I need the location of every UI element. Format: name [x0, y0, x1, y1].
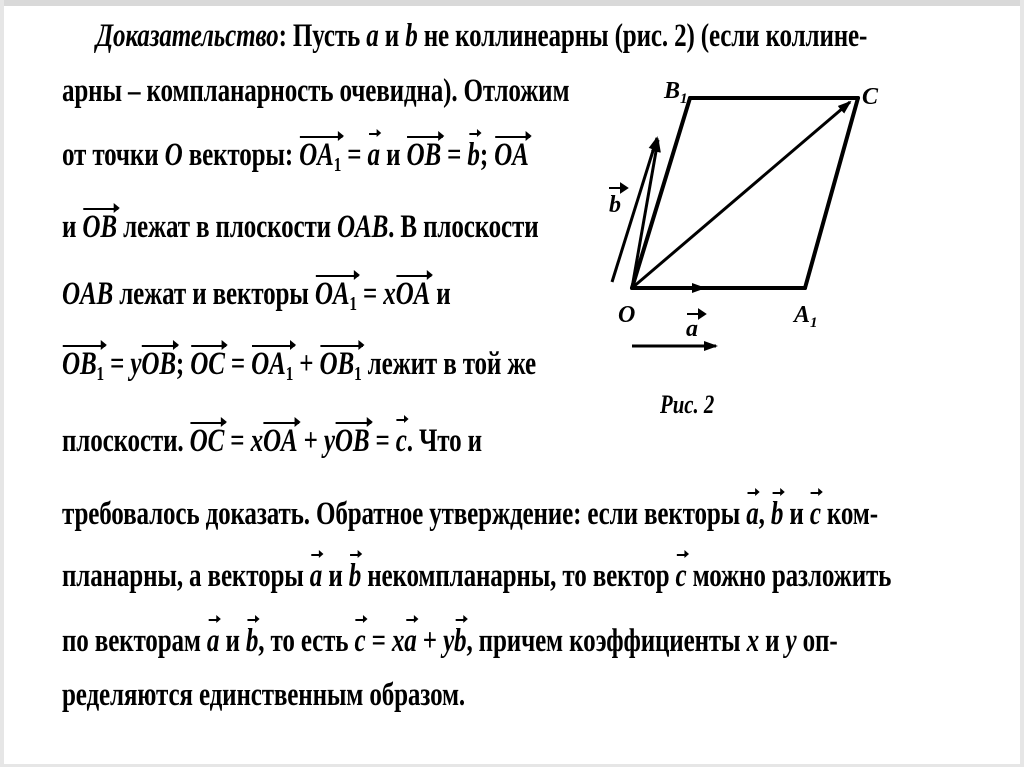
subscript: 1 [349, 293, 357, 315]
text-fragment: = [365, 623, 392, 659]
vector-a: a [404, 623, 417, 659]
text-fragment: лежат и векторы [113, 276, 315, 312]
label-vector-b: b [609, 192, 621, 218]
text-fragment: и [783, 496, 810, 532]
text-fragment: ; [175, 346, 191, 382]
overarrow-b-head [621, 184, 627, 192]
vector-OA: OA [494, 137, 529, 173]
vector-OA: OA [395, 276, 431, 312]
text-fragment: , [758, 496, 771, 532]
text-fragment: можно разложить [686, 558, 892, 594]
label-vector-a: a [686, 316, 698, 342]
text-fragment: лежит в той же [361, 346, 537, 382]
text-fragment: и [62, 209, 83, 245]
text-fragment: . Что и [406, 423, 482, 459]
text-fragment: некомпланарны, то вектор [361, 558, 676, 594]
text-fragment: = [369, 423, 396, 459]
text-fragment: OB [319, 346, 355, 382]
coef-y: y [443, 623, 455, 659]
var-b: b [405, 18, 418, 54]
text-fragment: OA [314, 276, 350, 312]
label-O: O [618, 302, 636, 328]
vector-b: b [454, 623, 467, 659]
text-fragment: планарны, а векторы [62, 558, 310, 594]
plane-OAB: OAB [337, 209, 389, 245]
coef-x: x [746, 623, 759, 659]
point-O: O [164, 137, 183, 173]
vector-c: c [675, 558, 687, 594]
vector-OB: OB [334, 423, 370, 459]
label-C: C [862, 84, 879, 110]
coef-y: y [785, 623, 797, 659]
coef-x: x [383, 276, 396, 312]
vector-b: b [348, 558, 362, 594]
vector-OA: OA [262, 423, 298, 459]
plane-OAB: OAB [62, 276, 114, 312]
vector-c: c [395, 423, 407, 459]
text-fragment: от точки [62, 137, 165, 173]
var-a: a [366, 18, 379, 54]
text-fragment: не коллинеарны (рис. 2) (если коллине- [417, 18, 868, 54]
text-fragment: ком- [820, 496, 878, 532]
text-fragment: + [416, 623, 444, 659]
coef-y: y [130, 346, 142, 382]
subscript: 1 [96, 363, 105, 385]
label-B1: $B_1$ [664, 78, 688, 107]
text-fragment: . В плоскости [388, 209, 539, 245]
text-fragment: и [378, 18, 406, 54]
text-fragment: + [297, 423, 324, 459]
label-A1: $A_1$ [794, 302, 818, 331]
text-fragment: OA [251, 346, 286, 382]
vector-c: c [809, 496, 821, 532]
text-fragment: и [430, 276, 451, 312]
text-fragment: OB [62, 346, 97, 382]
text-fragment: + [293, 346, 320, 382]
vector-b: b [770, 496, 784, 532]
text-fragment: оп- [796, 623, 838, 659]
vector-a: a [206, 623, 220, 659]
vector-OB: OB [141, 346, 176, 382]
vector-OB: OB [406, 137, 442, 173]
text-fragment: = [356, 276, 384, 312]
text-fragment: плоскости. [62, 423, 190, 459]
diagonal-OC [632, 102, 850, 288]
text-fragment: = [224, 346, 252, 382]
subscript: 1 [354, 363, 362, 385]
vector-a: a [367, 137, 380, 173]
text-fragment: = [441, 137, 468, 173]
vector-OC: OC [190, 346, 225, 382]
figure-caption: Рис. 2 [660, 390, 715, 419]
segment-A1C [805, 98, 858, 288]
text-fragment: арны – компланарность очевидна). Отложим [62, 73, 570, 109]
proof-heading: Доказательство [96, 18, 279, 54]
text-fragment: требовалось доказать. Обратное утверждение: если векторы [62, 496, 747, 532]
text-fragment: и [379, 137, 407, 173]
text-fragment: и [758, 623, 786, 659]
vector-a: a [746, 496, 759, 532]
coef-x: x [250, 423, 263, 459]
text-fragment: OA [299, 137, 334, 173]
coef-y: y [323, 423, 335, 459]
vector-OB: OB [82, 209, 117, 245]
subscript: 1 [333, 154, 342, 176]
vector-c: c [354, 623, 366, 659]
text-fragment: по векторам [62, 623, 207, 659]
text-fragment: лежат в плоскости [116, 209, 338, 245]
coef-x: x [391, 623, 405, 659]
text-fragment: , причем коэффициенты [466, 623, 747, 659]
text-fragment: : Пусть [278, 18, 367, 54]
text-fragment: , то есть [258, 623, 355, 659]
subscript: 1 [285, 363, 294, 385]
text-fragment: = [224, 423, 251, 459]
text-fragment: и [322, 558, 349, 594]
text-fragment: ределяются единственным образом. [62, 677, 466, 713]
text-fragment: и [219, 623, 246, 659]
vector-b: b [467, 137, 480, 173]
vector-OC: OC [189, 423, 225, 459]
text-fragment: ; [479, 137, 495, 173]
overarrow-a-head [699, 310, 705, 318]
vector-a: a [309, 558, 323, 594]
text-fragment: = [341, 137, 368, 173]
text-fragment: = [104, 346, 131, 382]
vector-b: b [245, 623, 259, 659]
text-fragment: векторы: [182, 137, 300, 173]
